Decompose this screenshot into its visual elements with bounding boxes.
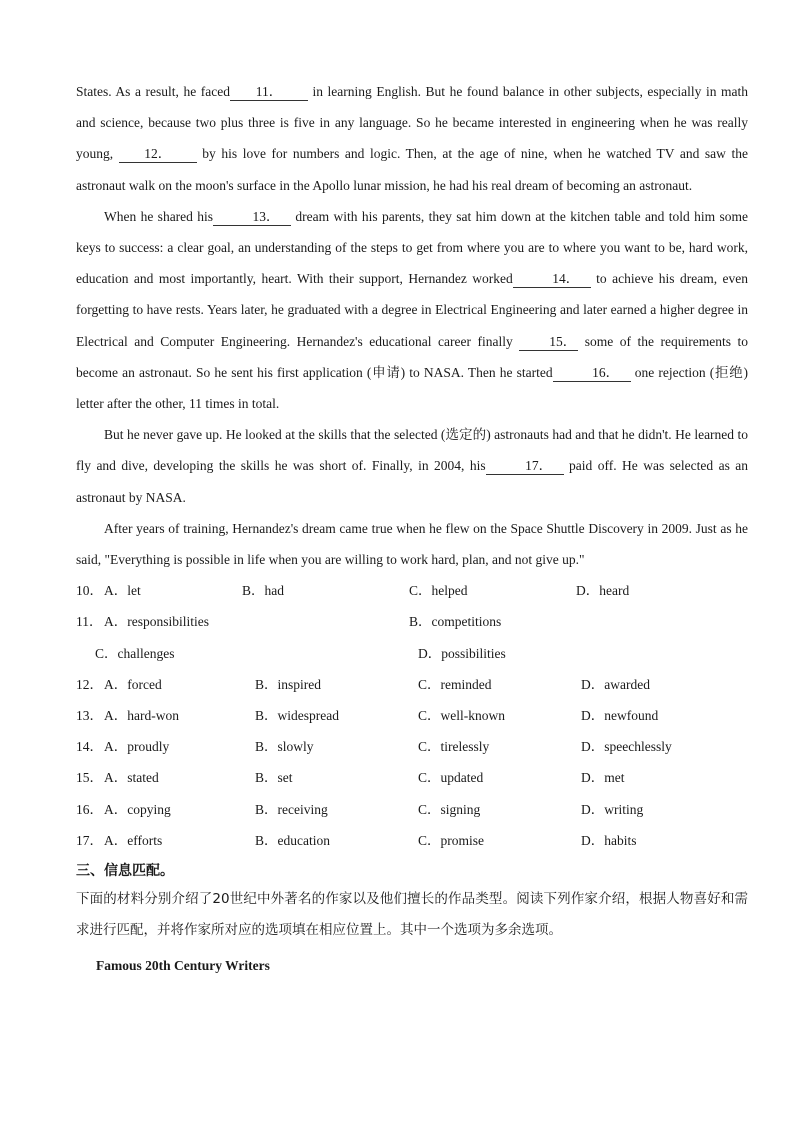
blank-17: 17． [486, 458, 564, 475]
option-c[interactable]: C．well-known [418, 708, 505, 723]
option-c[interactable]: C．promise [418, 832, 484, 848]
option-a[interactable]: A．efforts [104, 832, 163, 848]
question-14 [76, 731, 748, 762]
question-number: 17． [76, 832, 103, 848]
passage-text: paid off. He was selected as an astronaut by NASA. [76, 458, 749, 505]
option-a[interactable]: A．responsibilities [104, 614, 209, 630]
question-10 [76, 575, 748, 606]
option-b[interactable]: B．receiving [255, 801, 328, 817]
question-number: 12． [76, 676, 103, 692]
question-12 [76, 669, 748, 700]
passage-text: to achieve his dream, even forgetting to have rests. Years later, he graduated with a degree in Electrical Engineering and later earned a higher degree in Electrical and Computer Engineering. Hernandez's educational career finally [76, 271, 748, 349]
option-c[interactable]: C．helped [409, 583, 468, 599]
passage-text: dream with his parents, they sat him down at the kitchen table and told him some keys to success: a clear goal, an understanding of the steps to get from where you are to where you want to be, hard work, education and most importantly, heart. With their support, Hernandez worked [76, 208, 748, 287]
section-instructions: 下面的材料分别介绍了20世纪中外著名的作家以及他们擅长的作品类型。阅读下列作家介绍，根据人物喜好和需求进行匹配，并将作家所对应的选项填在相应位置上。其中一个选项为多余选项。 [76, 890, 748, 938]
option-c[interactable]: C．reminded [418, 676, 492, 692]
option-b[interactable]: B．widespread [255, 708, 339, 723]
option-d[interactable]: D．habits [581, 832, 637, 848]
passage-text: States. As a result, he faced [76, 84, 230, 99]
blank-12: 12． [119, 146, 197, 163]
blank-14: 14． [513, 271, 591, 288]
passage-paragraph-2 [76, 201, 748, 419]
passage-text: by his love for numbers and logic. Then, at the age of nine, when he watched TV and saw the astronaut walk on the moon's surface in the Apollo lunar mission, he had his real dream of becoming an astronaut. [76, 146, 748, 193]
question-list [76, 575, 748, 856]
question-16 [76, 794, 748, 825]
question-15 [76, 762, 748, 793]
option-d[interactable]: D．heard [576, 583, 630, 599]
option-b[interactable]: B．slowly [255, 739, 314, 755]
option-b[interactable]: B．inspired [255, 676, 321, 692]
option-d[interactable]: D．newfound [581, 708, 659, 723]
option-d[interactable]: D．writing [581, 801, 644, 817]
question-number: 13． [76, 708, 103, 723]
option-b[interactable]: B．had [242, 583, 284, 599]
passage-subtitle: Famous 20th Century Writers [96, 957, 270, 973]
option-b[interactable]: B．competitions [409, 614, 502, 630]
option-d[interactable]: D．possibilities [418, 645, 506, 661]
option-c[interactable]: C．signing [418, 801, 481, 817]
question-number: 16． [76, 801, 103, 817]
option-a[interactable]: A．hard-won [104, 708, 179, 723]
passage-text: one rejection (拒绝) letter after the other, 11 times in total. [76, 364, 748, 412]
passage-paragraph-3 [76, 419, 748, 513]
question-13 [76, 700, 748, 731]
option-a[interactable]: A．let [104, 583, 141, 599]
question-11-cont [76, 638, 748, 669]
option-d[interactable]: D．met [581, 770, 625, 786]
question-11 [76, 606, 748, 637]
question-17 [76, 825, 748, 856]
blank-13: 13． [213, 209, 291, 226]
option-d[interactable]: D．speechlessly [581, 739, 672, 755]
passage-text: When he shared his [104, 208, 214, 224]
worksheet-page [76, 76, 748, 986]
question-number: 14． [76, 739, 103, 755]
option-a[interactable]: A．copying [104, 801, 171, 817]
option-b[interactable]: B．set [255, 770, 293, 786]
blank-11: 11． [230, 84, 308, 101]
passage-paragraph-1 [76, 76, 748, 201]
option-c[interactable]: C．updated [418, 770, 484, 786]
option-d[interactable]: D．awarded [581, 676, 650, 692]
blank-16: 16． [553, 365, 631, 382]
option-b[interactable]: B．education [255, 832, 330, 848]
question-number: 11． [76, 614, 103, 630]
option-a[interactable]: A．proudly [104, 739, 170, 755]
option-a[interactable]: A．forced [104, 676, 162, 692]
passage-text: in learning English. But he found balance in other subjects, especially in math and science, because two plus three is five in any language. So he became interested in engineering when he was really young, [76, 84, 748, 162]
option-a[interactable]: A．stated [104, 770, 159, 786]
passage-text: But he never gave up. He looked at the skills that the selected (选定的) astronauts had and that he didn't. He learned to fly and dive, developing the skills he was short of. Finally, in 2004, his [76, 427, 748, 474]
question-number: 15． [76, 770, 103, 786]
section-heading: 三、信息匹配。 [76, 862, 174, 879]
passage-text: some of the requirements to become an astronaut. So he sent his first application (申请) to NASA. Then he started [76, 333, 748, 380]
question-number: 10． [76, 583, 103, 599]
blank-15: 15． [519, 334, 578, 351]
passage-paragraph-4: After years of training, Hernandez's dream came true when he flew on the Space Shuttle Discovery in 2009. Just as he said, "Everything is possible in life when you are willing to work hard, plan, and not give up." [76, 520, 748, 568]
option-c[interactable]: C．tirelessly [418, 739, 490, 755]
option-c[interactable]: C．challenges [95, 645, 175, 661]
